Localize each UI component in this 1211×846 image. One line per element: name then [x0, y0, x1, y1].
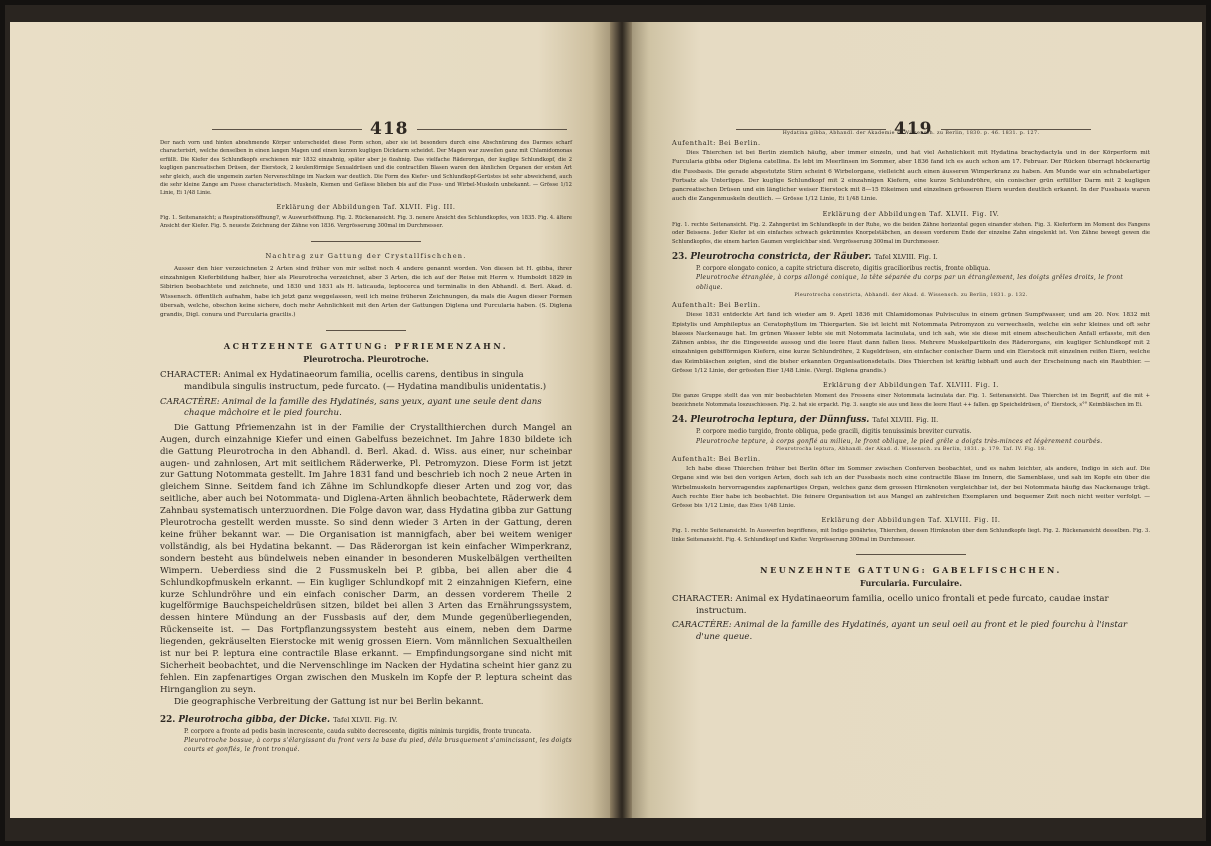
species-22-latin: P. corpore a fronte ad pedis basin increscente, cauda subito decrescente, digitis minimis turgidis, fronte truncata.: [184, 727, 532, 735]
left-page-column: [160, 139, 572, 755]
divider: [311, 241, 421, 242]
species-22-heading: [160, 715, 572, 725]
right-page: [632, 22, 1202, 818]
genus-latin-name: Furcularia. Furculaire.: [859, 578, 963, 589]
habitat-3: Aufenthalt: Bei Berlin.: [672, 454, 761, 463]
species-23-heading: [672, 252, 1150, 262]
figures-heading-3: Erklärung der Abbildungen Taf. XLVIII. Fig. II.: [821, 516, 1001, 525]
caractere-french: [160, 397, 572, 420]
species-23-latin: P. corpore elongato conico, a capite stricturа discreto, digitis gracilioribus rectis, fronte obliqua.: [696, 265, 991, 272]
nachtrag-text: Ausser den hier verzeichneten 2 Arten sind früher von mir selbst noch 4 andere genannt worden. Von diesen ist H. gibba, ihrer einzahnigen Kieferbildung halber, hier als Pleurotrocha verzeichnet, aber 3 Arten, die ich auf der Reise mit Herrn v. Humboldt 1829 in Sibirien beobachtete und zeichnete, und 1830 und 1831 als H. laticauda, leptocerca und terminalis in den Abhandl. d. Berl. Akad. d. Wissensch. öffentlich aufnahm, habe ich jetzt ganz weggelassen, weil ich meine früheren Zeichnungen, da mals die Augen dieser Formen übersah, welche, obschon keine sichere, doch mehr Aehnlichkeit mit den Arten der Gattungen Diglena und Furcularia haben. (S. Diglena grandis, Digl. conura und Furcularia gracilis.): [160, 265, 572, 319]
habitat-1: Aufenthalt: Bei Berlin.: [672, 139, 761, 147]
figures-text-1: Fig. 1. rechte Seitenansicht. Fig. 2. Zahngerüst im Schlundkopfe in der Ruhe, wo die beiden Zähne horizontal gegen einander stehen. Fig. 3. Kieferform im Moment des Fangens oder Beissens. Jeder Kiefer ist ein einfaches schwach gekrümmtes Knorpelstäbchen, an dessen vorderem Ende der einzelne Zahn eingelenkt ist. Von Zähne bewegt gewen die Schlundkopfes, die einem harten Gaumen vergleichbar sind. Vergrösserung 300mal im Durchmesser.: [672, 221, 1150, 245]
divider: [326, 330, 406, 331]
species-plate: Tafel XLVIII. Fig. I.: [874, 253, 938, 261]
caractere-label: CARACTÈRE:: [672, 620, 732, 631]
species-number: 22.: [160, 714, 176, 725]
figures-text-3: Fig. 1. rechte Seitenansicht. In Auswerfen begriffenes, mit Indigo genährtes, Thierchen, dessen Hirnknoten über dem Schlundkopfe liegt. Fig. 2. Rückenansicht desselben. Fig. 3. linke Seitenansicht. Fig. 4. Schlundkopf und Kiefer. Vergrösserung 300mal im Durchmesser.: [672, 528, 1150, 543]
character-latin: [672, 594, 1150, 617]
species-name: Pleurotrocha constricta, der Räuber.: [690, 252, 872, 262]
species-22-french: Pleurotroche bossue, à corps s'élargissant du front vers la base du pied, déla brusquement s'amincissant, les doigts courts et gonflés, le front tronqué.: [184, 736, 572, 754]
right-page-column: [672, 130, 1150, 647]
species-name: Pleurotrocha leptura, der Dünnfuss.: [690, 415, 870, 426]
genus-heading: ACHTZEHNTE GATTUNG: PFRIEMENZAHN.: [223, 341, 509, 352]
genus-heading: NEUNZEHNTE GATTUNG: GABELFISCHCHEN.: [760, 565, 1062, 576]
figures-heading-2: Erklärung der Abbildungen Taf. XLVIII. Fig. I.: [823, 381, 999, 390]
page-number-right: 419: [894, 119, 933, 139]
figures-text-2: Die ganze Gruppe stellt das von mir beobachteten Moment des Fressens einer Notommata lacinulata dar. Fig. 1. Seitenansicht. Das Thierchen ist im Begriff, auf die mit + bezeichnete Notommata loszuschiessen. Fig. 2. hat sie erpackt. Fig. 3. saugte sie aus und liess die leere Haut ++ fallen. gp Speicheldrüsen, o° Eierstock, s°° Keimbläschen im Ei.: [672, 393, 1150, 408]
character-text: Animal ex Hydatinaeorum familia, ocello unico frontali et pede furcato, caudae instar instructum.: [696, 594, 1109, 616]
species-number: 23.: [672, 252, 688, 262]
divider: [856, 554, 966, 555]
book-gutter: [610, 22, 632, 818]
species-23-reference: Pleurotrocha constricta, Abhandl. der Akad. d. Wissensch. zu Berlin, 1831. p. 132.: [794, 293, 1028, 299]
distribution-text: Die geographische Verbreitung der Gattung ist nur bei Berlin bekannt.: [174, 696, 484, 707]
species-24-latin: P. corpore medio turgido, fronte obliqua, pede gracili, digitis tenuissimis breviter curvatis.: [696, 428, 972, 436]
caractere-text: Animal de la famille des Hydatinés, sans yeux, ayant une seule dent dans chaque mâchoire et le pied fourchu.: [184, 396, 542, 419]
genus-latin-name: Pleurotrocha. Pleurotroche.: [303, 354, 429, 365]
character-label: CHARACTER:: [672, 594, 733, 605]
species-24-french: Pleurotroche tepture, à corps gonflé au milieu, le front oblique, le pied grêle a doigts très-minces et légèrement courbés.: [696, 437, 1103, 445]
species-22-description: Dies Thierchen ist bei Berlin ziemlich häufig, aber immer einzeln, und hat viel Aehnlichkeit mit Hydatina brachydactyla und in der Körperform mit Furcularia gibba oder Diglena catellina. Es lebt im Meerlinsen im Sommer, aber 1836 fand ich es auch schon am 17. Februar. Der Rücken überragt höckerartig die Fussbasis. Die gerade abgestutzte Stirn scheint 6 Wirbelorgane, vielleicht auch einen äusseren Wimperkranz zu haben. Am Munde war ein schnabelartiger Fortsatz als Unterlippe. Der kuglige Schlundkopf mit 2 einzahnigen Kiefern, eine kurze Schlundröhre, ein conischer grün erfüllter Darm mit 2 kugligen pancreatischen Drüsen und ein länglicher weiser Eierstock mit 8—15 Eikeimen und einzelnen grösseren Eiern wurden deutlich erkannt. In der Fussbasis waren auch die Zangenmuskeln deutlich. — Grösse 1/12 Linie, Ei 1/48 Linie.: [672, 150, 1150, 203]
species-24-description: Ich habe diese Thierchen früher bei Berlin öfter im Sommer zwischen Conferven beobachtet, und es nahm leichter, als andere, Indigo in sich auf. Die Organe sind wie bei den vorigen Arten, doch sah ich an der Fussbasis noch eine contractile Blase im Innern, die Samenblase, und sah im Kopfe ein über die Wirbelmuskeln hervorragendes zapfenartiges Organ, welches ganz dem grossen Hirnknoten vergleichbar ist, der bei Notommata häufig das Nackenauge trägt. Auch rechte Eier habe ich beobachtet. Die feinere Organisation ist aus Mangel an zahlreichen Exemplaren und bequemer Zeit noch nicht weiter verfolgt. — Grösse bis 1/12 Linie, das Eies 1/48 Linie.: [672, 465, 1150, 510]
top-reference: Hydatina gibba, Abhandl. der Akademie d. Wissensch. zu Berlin, 1830. p. 46. 1831. p. 127.: [782, 131, 1040, 136]
genus-description: Die Gattung Pfriemenzahn ist in der Familie der Crystallthierchen durch Mangel an Augen, durch einzahnige Kiefer und einen Gabelfuss bezeichnet. Im Jahre 1830 bildete ich die Gattung Pleurotrocha in den Abhandl. d. Berl. Akad. d. Wiss. aus einer, nur scheinbar augen- und zahnlosen, Art mit seitlichem Räderwerke, Pl. Petromyzon. Diese Form ist jetzt zur Gattung Notommata gestellt. Im Jahre 1831 fand und beschrieb ich noch 2 neue Arten in gleichem Sinne. Seitdem fand ich Zähne im Schlundkopfe dieser Arten und zog vor, das seitliche, aber auch bei Notommata- und Diglena-Arten ähnlich beobachtete, Räderwerk dem Zahnbau systematisch unterzuordnen. Die Folge davon war, dass Hydatina gibba zur Gattung Pleurotrocha gestellt werden musste. So sind denn wieder 3 Arten in der Gattung, deren keine früher bekannt war. — Die Organisation ist mannigfach, aber bei weitem weniger vollständig, als bei Hydatina bekannt. — Das Räderorgan ist kein einfacher Wimperkranz, sondern besteht aus bündelweis neben einander in besonderen Muskelbälgen vertheilten Wimpern. Ueberdiess sind die 2 Fussmuskeln bei P. gibba, bei allen aber die 4 Schlundkopfmuskeln erkannt. — Ein kugliger Schlundkopf mit 2 einzahnigen Kiefern, eine kurze Schlundröhre und ein einfach conischer Darm, an dessen vorderem Theile 2 kugelförmige Bauchspeicheldrüsen sitzen, bildet bei allen 3 Arten das Ernährungssystem, dessen hintere Mündung an der Fussbasis auf der, dem Munde gegenüberliegenden, Rückenseite ist. — Das Fortpflanzungssystem besteht aus einem, neben dem Darme liegenden, gekräuselten Eierstocke mit wenig grossen Eiern. Vom männlichen Sexualtheilen ist nur bei P. leptura eine contractile Blase erkannt. — Empfindungsorgane sind nicht mit Sicherheit beobachtet, und die Nervenschlinge im Nacken der Hydatina scheint hier ganz zu fehlen. Ein zapfenartiges Organ zwischen den Muskeln im Kopfe der P. leptura scheint das Hirnganglion zu seyn.: [160, 422, 572, 695]
species-24-reference: Pleurotrocha leptura, Abhandl. der Akad. d. Wissensch. zu Berlin, 1831. p. 179. Taf. IV. Fig. 18.: [775, 446, 1047, 452]
figures-heading-1: Erklärung der Abbildungen Taf. XLVII. Fig. IV.: [822, 209, 1000, 218]
species-name: Pleurotrocha gibba, der Dicke.: [178, 714, 331, 725]
caractere-french: [672, 620, 1150, 643]
intro-paragraph: Der nach vorn und hinten abnehmende Körper unterscheidet diese Form schon, aber sie ist besonders durch eine Abschnürung des Darmes scharf characterisirt, welche denselben in einen langen Magen und einen kurzen kugligen Dickdarm scheidet. Der Magen war zuweilen ganz mit Chlamidomonas erfüllt. Die Kiefer des Schlundkopfs erschienen mir 1832 einzahnig, später aber je 6zahnig. Das vielfache Räderorgan, der kuglige Schlundkopf, die 2 kugligen pancreatischen Drüsen, der Eierstock, 2 keulenförmige Sexualdrüsen und die contractilen Blasen waren den ähnlichen Organen der ersten Art sehr gleich, auch die ungemein zarten Nervenschlinge im Nacken war deutlich. Die Form des Kiefer- und Schlundkopf-Gerüstes ist sehr abweichend, auch die sehr kleine Zange am Fusse characteristisch. Muskeln, Kiemen und Gefässe blieben bis auf die Fuss- und Wirbel-Muskeln unbekannt. — Grösse 1/12 Linie, Ei 1/48 Linie.: [160, 140, 572, 197]
species-24-heading: [672, 415, 1150, 425]
caractere-label: CARACTÈRE:: [160, 396, 220, 407]
left-page: [10, 22, 610, 818]
nachtrag-heading: Nachtrag zur Gattung der Crystallfischchen.: [265, 251, 467, 260]
species-23-french: Pleurotroche étranglée, à corps allongé conique, la tête séparée du corps par un étranglement, les doigts grêles droits, le front oblique.: [696, 274, 1124, 291]
page-number-left: 418: [370, 119, 409, 139]
species-plate: Tafel XLVII. Fig. IV.: [333, 715, 398, 724]
character-text: Animal ex Hydatinaeorum familia, ocellis carens, dentibus in singula mandibula singulis instructum, pede furcato. (— Hydatina mandibulis unidentatis.): [184, 370, 547, 393]
character-label: CHARACTER:: [160, 370, 221, 381]
character-latin: [160, 370, 572, 393]
species-number: 24.: [672, 415, 688, 426]
figures-text: Fig. 1. Seitenansicht; a Respirationsöffnung?, w Auswurfsöffnung. Fig. 2. Rückenansicht. Fig. 3. nenere Ansicht des Schlundkopfes, von 1835. Fig. 4. ältere Ansicht der Kiefer. Fig. 5. neueste Zeichnung der Zähne von 1836. Vergrösserung 300mal im Durchmesser.: [160, 214, 572, 230]
habitat-2: Aufenthalt: Bei Berlin.: [672, 301, 761, 310]
species-plate: Tafel XLVIII. Fig. II.: [872, 416, 939, 425]
caractere-text: Animal de la famille des Hydatinés, ayant un seul oeil au front et le pied fourchu à l'instar d'une queue.: [696, 620, 1128, 642]
figures-heading: Erklärung der Abbildungen Taf. XLVII. Fig. III.: [276, 202, 456, 211]
species-23-description: Diese 1831 entdeckte Art fand ich wieder am 9. April 1836 mit Chlamidomonas Pulvisculus in einem grünen Sumpfwasser, und am 20. Nov. 1832 mit Epistylis und Amphileptus an Ceratophyllum im Thiergarten. Sie ist leicht mit Notommata Petromyzon zu verwechseln, welche ein sehr kleines und oft sehr blasses Nackenauge hat. Im grünen Wasser lebte sie mit Notommata lacinulata, und ich sah, wie sie diese mit einem abscheulichen Anfall erfasste, mit den Zähnen anbiss, ihr die Eingeweide aussog und die leere Haut dann fallen liess. Mehrere Muskelpartikeln des Räderorgans, ein kugliger Schlundkopf mit 2 einzahnigen gebifförmigen Kiefern, eine kurze Schlundröhre, 2 Kugeldrüsen, ein einfacher conischer Darm und ein Eierstock mit einzelnen reifen Eiern, welche das Keimbläschen zeigten, sind die bisher erkannten Organisationsdetails. Dies Thierchen ist kräftig lebhaft und auch der Erscheinung nach ein Raubthier. — Grösse 1/12 Linie, der grössten Eier 1/48 Linie. (Vergl. Diglena grandis.): [672, 312, 1150, 374]
